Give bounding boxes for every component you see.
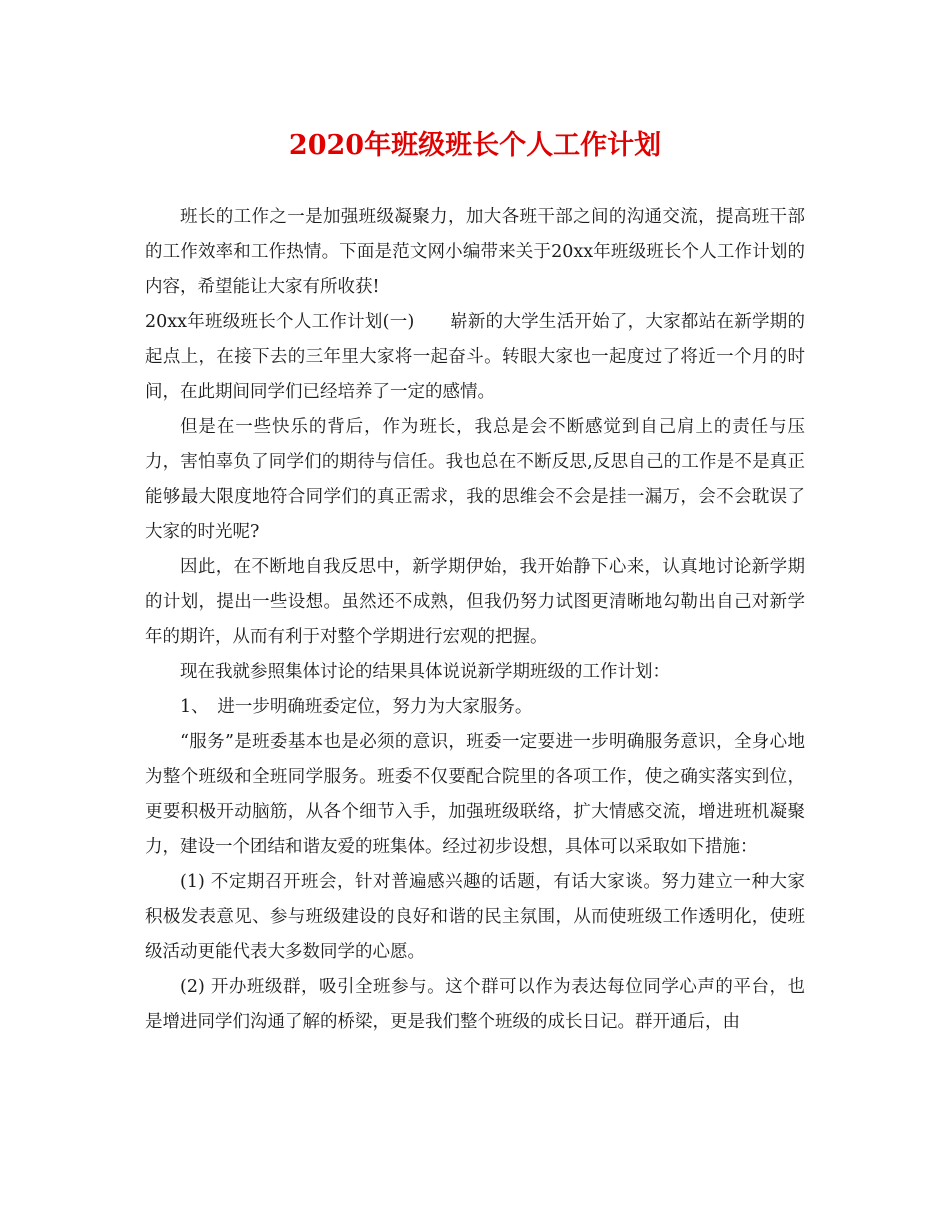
paragraph-plan-one: 20xx年班级班长个人工作计划(一) 崭新的大学生活开始了，大家都站在新学期的起点上，在接下去的三年里大家将一起奋斗。转眼大家也一起度过了将近一个月的时间，在此期间同学们已经培养了一定的感情。 (145, 312, 805, 402)
paragraph-reflection: 因此，在不断地自我反思中，新学期伊始，我开始静下心来，认真地讨论新学期的计划，提出一些设想。虽然还不成熟，但我仍努力试图更清晰地勾勒出自己对新学年的期许，从而有利于对整个学期进行宏观的把握。 (145, 557, 805, 647)
paragraph-responsibility: 但是在一些快乐的背后，作为班长，我总是会不断感觉到自己肩上的责任与压力，害怕辜负了同学们的期待与信任。我也总在不断反思,反思自己的工作是不是真正能够最大限度地符合同学们的真正需求，我的思维会不会是挂一漏万，会不会耽误了大家的时光呢? (145, 417, 805, 542)
paragraph-service: “服务”是班委基本也是必须的意识，班委一定要进一步明确服务意识，全身心地为整个班级和全班同学服务。班委不仅要配合院里的各项工作，使之确实落实到位，更要积极开动脑筋，从各个细节入手，加强班级联络，扩大情感交流，增进班机凝聚力，建设一个团结和谐友爱的班集体。经过初步设想，具体可以采取如下措施： (145, 732, 805, 857)
paragraph-item-1: 1、 进一步明确班委定位，努力为大家服务。 (180, 697, 533, 717)
paragraph-intro: 班长的工作之一是加强班级凝聚力，加大各班干部之间的沟通交流，提高班干部的工作效率和工作热情。下面是范文网小编带来关于20xx年班级班长个人工作计划的内容，希望能让大家有所收获! (145, 207, 805, 297)
paragraph-measure-1: (1) 不定期召开班会，针对普遍感兴趣的话题，有话大家谈。努力建立一种大家积极发表意见、参与班级建设的良好和谐的民主氛围，从而使班级工作透明化，使班级活动更能代表大多数同学的心愿。 (145, 872, 805, 962)
paragraph-measure-2: (2) 开办班级群，吸引全班参与。这个群可以作为表达每位同学心声的平台，也是增进同学们沟通了解的桥梁，更是我们整个班级的成长日记。群开通后，由 (145, 977, 805, 1032)
document-title: 2020年班级班长个人工作计划 (288, 130, 662, 161)
document-body (145, 200, 805, 1040)
paragraph-plan-intro: 现在我就参照集体讨论的结果具体说说新学期班级的工作计划： (180, 662, 670, 682)
